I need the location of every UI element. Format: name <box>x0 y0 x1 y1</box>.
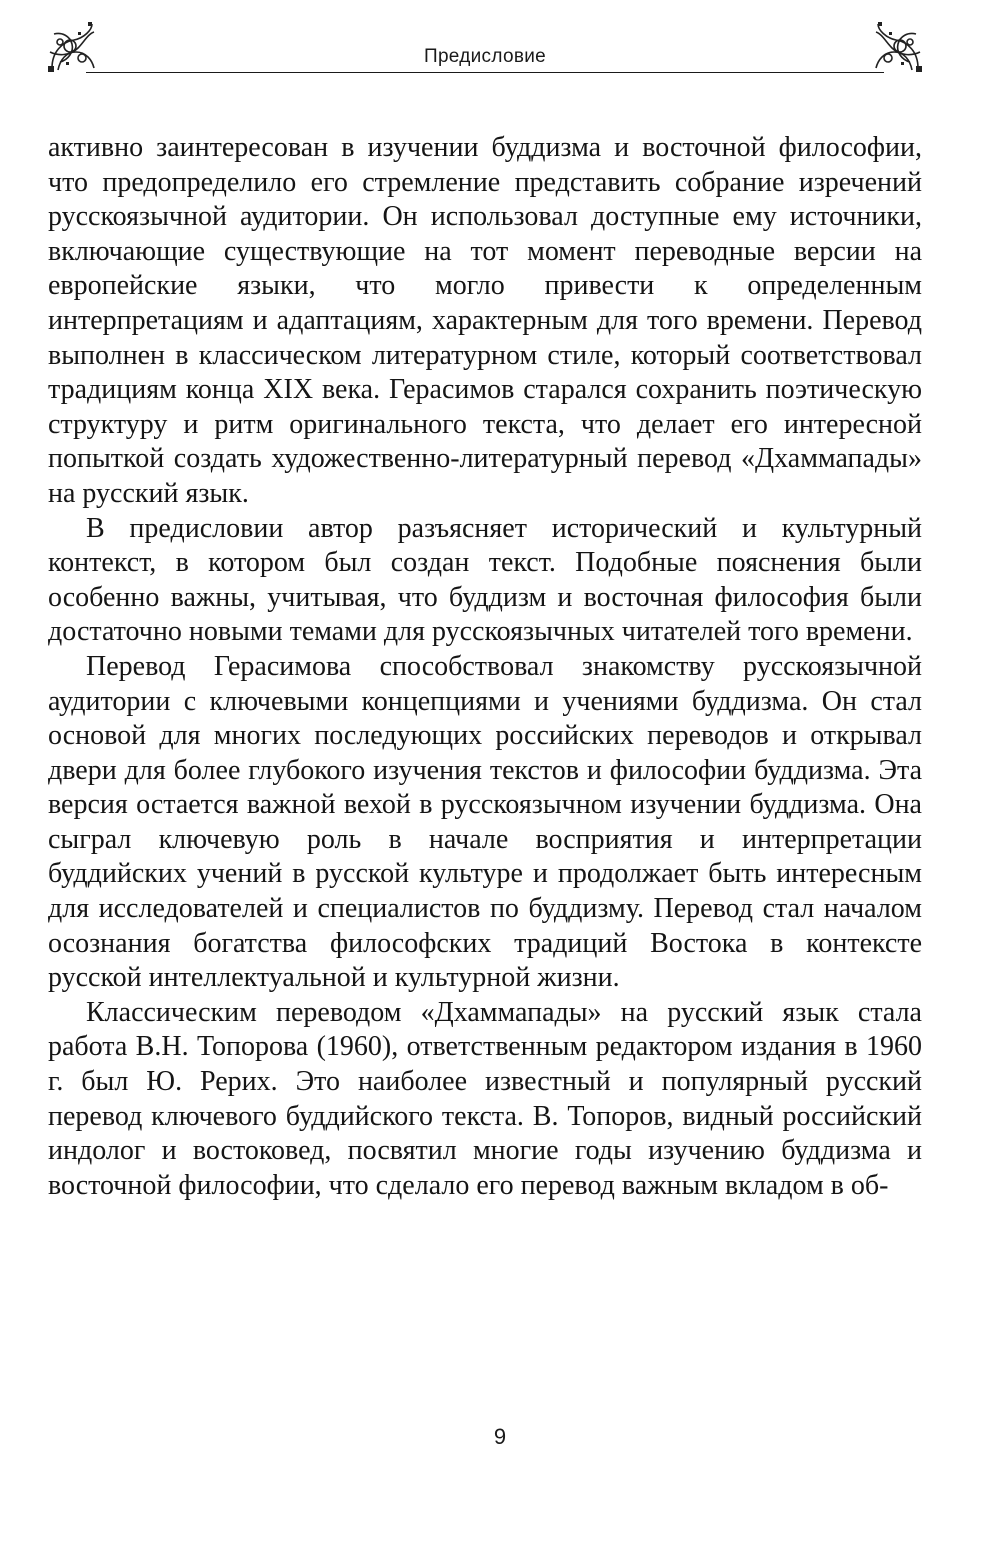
paragraph: Перевод Герасимова способствовал знакомству русскоязычной аудитории с ключевыми концепциями и учениями буддизма. Он стал основой для многих последующих российских переводов и открывал двери для более глубокого изучения текстов и философии буддизма. Эта версия остается важной вехой в русскоязычном изучении буддизма. Она сыграл ключевую роль в начале восприятия и интерпретации буддийских учений в русской культуре и продолжает быть интересным для исследователей и специалистов по буддизму. Перевод стал началом осознания богатства философских традиций Востока в контексте русской интеллектуальной и культурной жизни. <box>48 650 922 994</box>
page-number: 9 <box>493 1424 507 1449</box>
header-rule <box>86 72 884 73</box>
paragraph: Классическим переводом «Дхаммапады» на русский язык стала работа В.Н. Топорова (1960), ответственным редактором издания в 1960 г. был Ю. Рерих. Это наиболее известный и популярный русский перевод ключевого буддийского текста. В. Топоров, видный российский индолог и востоковед, посвятил многие годы изучению буддизма и восточной философии, что сделало его перевод важным вкладом в об- <box>48 996 922 1201</box>
paragraph: активно заинтересован в изучении буддизма и восточной философии, что предопределило его стремление представить собрание изречений русскоязычной аудитории. Он использовал доступные ему источники, включающие существующие на тот момент переводные версии на европейские языки, что могло привести к определенным интерпретациям и адаптациям, характерным для того времени. Перевод выполнен в классическом литературном стиле, который соответствовал традициям конца XIX века. Герасимов старался сохранить поэтическую структуру и ритм оригинального текста, что делает его интересной попыткой создать художественно-литературный перевод «Дхаммапады» на русский язык. <box>48 132 922 509</box>
running-header <box>48 22 922 74</box>
paragraph: В предисловии автор разъясняет исторический и культурный контекст, в котором был создан текст. Подобные пояснения были особенно важны, учитывая, что буддизм и восточная философия были достаточно новыми темами для русскоязычных читателей того времени. <box>48 512 922 648</box>
running-header-title: Предисловие <box>423 46 546 67</box>
body-text <box>48 131 922 1203</box>
